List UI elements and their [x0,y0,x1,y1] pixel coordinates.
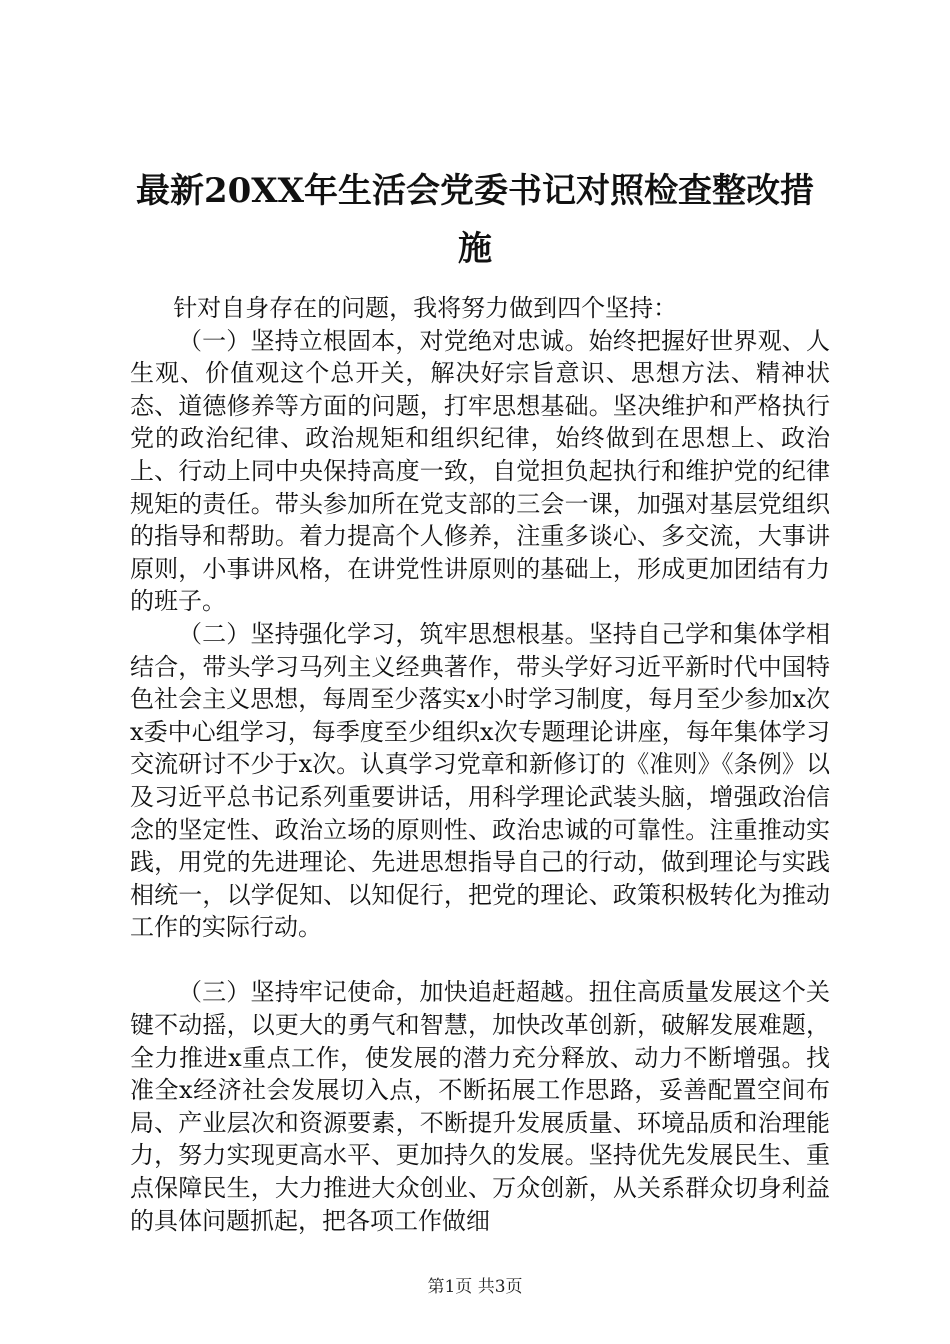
page-footer: 第1页 共3页 [427,1277,523,1297]
paragraph-2: （二）坚持强化学习，筑牢思想根基。坚持自己学和集体学相结合，带头学习马列主义经典著作，带头学好习近平新时代中国特色社会主义思想，每周至少落实x小时学习制度，每月至少参加x次x委中心组学习，每季度至少组织x次专题理论讲座，每年集体学习交流研讨不少于x次。认真学习党章和新修订的《准则》《条例》以及习近平总书记系列重要讲话，用科学理论武装头脑，增强政治信念的坚定性、政治立场的原则性、政治忠诚的可靠性。注重推动实践，用党的先进理论、先进思想指导自己的行动，做到理论与实践相统一，以学促知、以知促行，把党的理论、政策积极转化为推动工作的实际行动。 [130,619,830,942]
paragraph-gap [130,944,830,977]
document-body [130,292,830,1237]
paragraph-3: （三）坚持牢记使命，加快追赶超越。扭住高质量发展这个关键不动摇，以更大的勇气和智慧，加快改革创新，破解发展难题，全力推进x重点工作，使发展的潜力充分释放、动力不断增强。找准全x经济社会发展切入点，不断拓展工作思路，妥善配置空间布局、产业层次和资源要素，不断提升发展质量、环境品质和治理能力，努力实现更高水平、更加持久的发展。坚持优先发展民生、重点保障民生，大力推进大众创业、万众创新，从关系群众切身利益的具体问题抓起，把各项工作做细 [130,978,830,1235]
intro-paragraph: 针对自身存在的问题，我将努力做到四个坚持： [173,294,678,322]
paragraph-1: （一）坚持立根固本，对党绝对忠诚。始终把握好世界观、人生观、价值观这个总开关，解决好宗旨意识、思想方法、精神状态、道德修养等方面的问题，打牢思想基础。坚决维护和严格执行党的政治纪律、政治规矩和组织纪律，始终做到在思想上、政治上、行动上同中央保持高度一致，自觉担负起执行和维护党的纪律规矩的责任。带头参加所在党支部的三会一课，加强对基层党组织的指导和帮助。着力提高个人修养，注重多谈心、多交流，大事讲原则，小事讲风格，在讲党性讲原则的基础上，形成更加团结有力的班子。 [130,326,830,616]
document-title: 最新20XX年生活会党委书记对照检查整改措施 [135,171,815,269]
